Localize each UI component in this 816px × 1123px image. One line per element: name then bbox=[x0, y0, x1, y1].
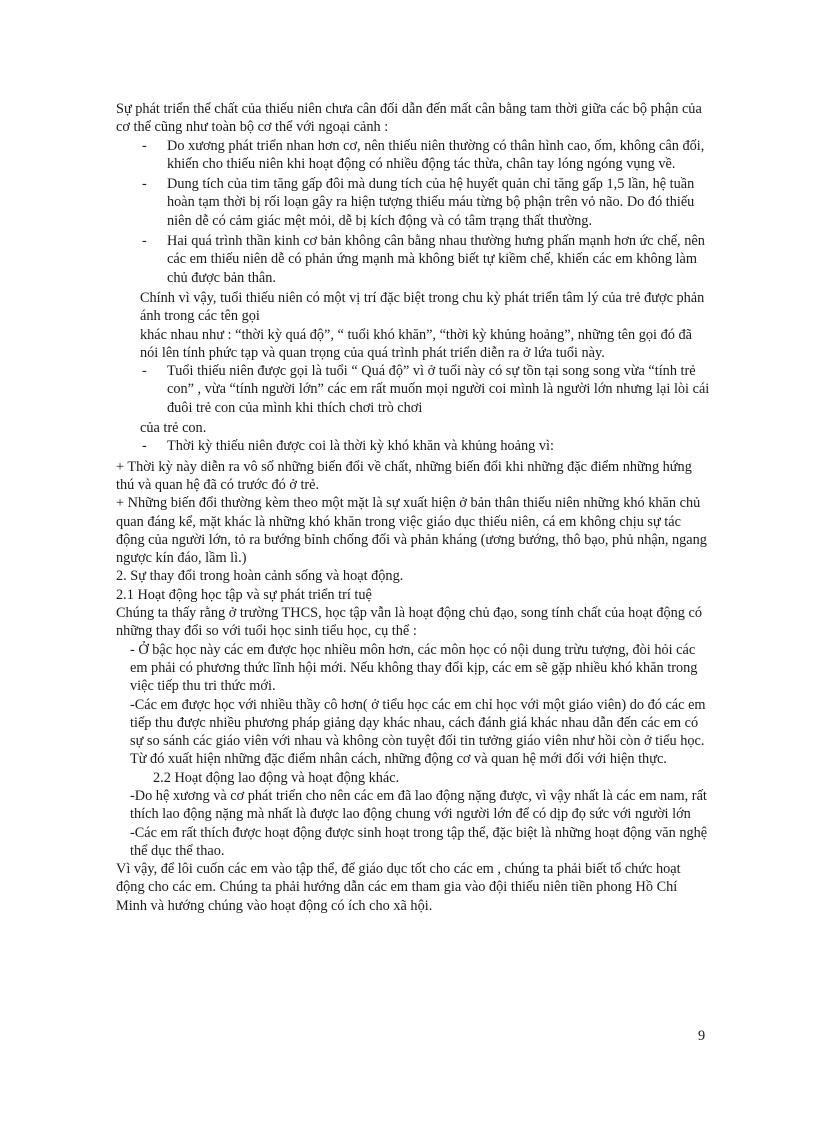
bullet-text: Hai quá trình thần kinh cơ bản không cân bằng nhau thường hưng phấn mạnh hơn ức chế, nên các em thiếu niên dễ có phản ứng mạnh mà không biết tự kiềm chế, khiến các em không làm chủ được bản thân. bbox=[167, 233, 705, 286]
paragraph-o-bac-hoc: - Ở bậc học này các em được học nhiều môn hơn, các môn học có nội dung trừu tượng, đòi hỏi các em phải có phương thức lĩnh hội mới. Nếu không thay đổi kịp, các em sẽ gặp nhiều khó khăn trong việc tiếp thu tri thức mới. bbox=[130, 641, 698, 695]
page-number: 9 bbox=[698, 1028, 706, 1044]
paragraph-chinh-vi-vay: Chính vì vậy, tuổi thiếu niên có một vị trí đặc biệt trong chu kỳ phát triển tâm lý của trẻ được phản ánh trong các tên gọi bbox=[140, 289, 705, 325]
paragraph-khac-nhau: khác nhau như : “thời kỳ quá độ”, “ tuổi khó khăn”, “thời kỳ khủng hoảng”, những tên gọi đó đã nói lên tính phức tạp và quan trọng của quá trình phát triển diễn ra ở lứa tuổi này. bbox=[140, 326, 692, 361]
section-heading-2: 2. Sự thay đổi trong hoàn cảnh sống và hoạt động. bbox=[116, 568, 404, 585]
bullet-dash: - bbox=[142, 438, 147, 455]
section-heading-2-2: 2.2 Hoạt động lao động và hoạt động khác. bbox=[153, 769, 400, 786]
bullet-dash: - bbox=[142, 137, 147, 154]
bullet-text: Do xương phát triển nhan hơn cơ, nên thiếu niên thường có thân hình cao, ốm, không cân đối, khiến cho thiếu niên khi hoạt động có nhiều động tác thừa, chân tay lóng ngóng vụng về. bbox=[167, 137, 705, 172]
bullet-item bbox=[116, 362, 710, 417]
page-body bbox=[116, 100, 710, 915]
plus-point-2: + Những biến đổi thường kèm theo một mặt là sự xuất hiện ở bản thân thiếu niên những khó khăn chủ quan đáng kể, mặt khác là những khó khăn trong việc giáo dục thiếu niên, cá em không chịu sự tác động của người lớn, tỏ ra bướng bỉnh chống đối và phản kháng (ương bướng, thô bạo, phủ nhận, ngang ngược kín đáo, lầm lì.) bbox=[116, 495, 707, 567]
paragraph-he-xuong: -Do hệ xương và cơ phát triển cho nên các em đã lao động nặng được, vì vậy nhất là các em nam, rất thích lao động nặng mà nhất là được lao động chung với người lớn để có dịp đọ sức với người lớn bbox=[130, 787, 707, 823]
bullet-item bbox=[116, 437, 710, 455]
bullet-text: Dung tích của tim tăng gấp đôi mà dung tích của hệ huyết quản chỉ tăng gấp 1,5 lần, hệ tuần hoàn tạm thời bị rối loạn gây ra hiện tượng thiếu máu từng bộ phận trên vỏ não. Do đó thiếu niên dễ có cảm giác mệt mỏi, dễ bị kích động và có tâm trạng thất thường. bbox=[167, 176, 695, 229]
paragraph-vi-vay: Vì vậy, để lôi cuốn các em vào tập thể, để giáo dục tốt cho các em , chúng ta phải biết tổ chức hoạt động cho các em. Chúng ta phải hướng dẫn các em tham gia vào đội thiếu niên tiền phong Hồ Chí Minh và hướng chúng vào hoạt động có ích cho xã hội. bbox=[116, 861, 681, 914]
bullet-item bbox=[116, 137, 710, 174]
bullet-item bbox=[116, 232, 710, 287]
bullet-dash: - bbox=[142, 176, 147, 193]
paragraph-cua-tre-con: của trẻ con. bbox=[140, 420, 207, 437]
bullet-text: Tuổi thiếu niên được gọi là tuổi “ Quá độ” vì ở tuổi này có sự tồn tại song song vừa “tính trẻ con” , vừa “tính người lớn” các em rất muốn mọi người coi mình là người lớn nhưng lại lòi cái đuôi trẻ con của mình khi thích chơi trò chơi bbox=[167, 363, 710, 416]
plus-point-1: + Thời kỳ này diễn ra vô số những biến đổi về chất, những biến đổi khi những đặc điểm những hứng thú và quan hệ đã có trước đó ở trẻ. bbox=[116, 458, 692, 493]
section-heading-2-1: 2.1 Hoạt động học tập và sự phát triển trí tuệ bbox=[116, 586, 372, 603]
paragraph-thay-co: -Các em được học với nhiều thầy cô hơn( ở tiểu học các em chỉ học với một giáo viên) do đó các em tiếp thu được nhiều phương pháp giảng dạy khác nhau, cách đánh giá khác nhau dẫn đến các em có sự so sánh các giáo viên với nhau và không còn tuyệt đối tin tưởng giáo viên như hồi còn ở tiểu học. Từ đó xuất hiện những đặc điểm nhân cách, những động cơ và quan hệ mới đối với hiện thực. bbox=[130, 696, 706, 768]
intro-paragraph: Sự phát triển thể chất của thiếu niên chưa cân đối dẫn đến mất cân bằng tam thời giữa các bộ phận của cơ thể cũng như toàn bộ cơ thể với ngoại cảnh : bbox=[116, 101, 702, 136]
bullet-text: Thời kỳ thiếu niên được coi là thời kỳ khó khăn và khủng hoảng vì: bbox=[167, 438, 554, 455]
paragraph-tap-the: -Các em rất thích được hoạt động được sinh hoạt trong tập thể, đặc biệt là những hoạt động văn nghệ thể dục thể thao. bbox=[130, 824, 708, 859]
bullet-dash: - bbox=[142, 233, 147, 250]
paragraph-thcs: Chúng ta thấy rằng ở trường THCS, học tập vẫn là hoạt động chủ đạo, song tính chất của hoạt động có những thay đổi so với tuổi học sinh tiểu học, cụ thể : bbox=[116, 605, 703, 640]
bullet-dash: - bbox=[142, 363, 147, 380]
bullet-item bbox=[116, 175, 710, 230]
